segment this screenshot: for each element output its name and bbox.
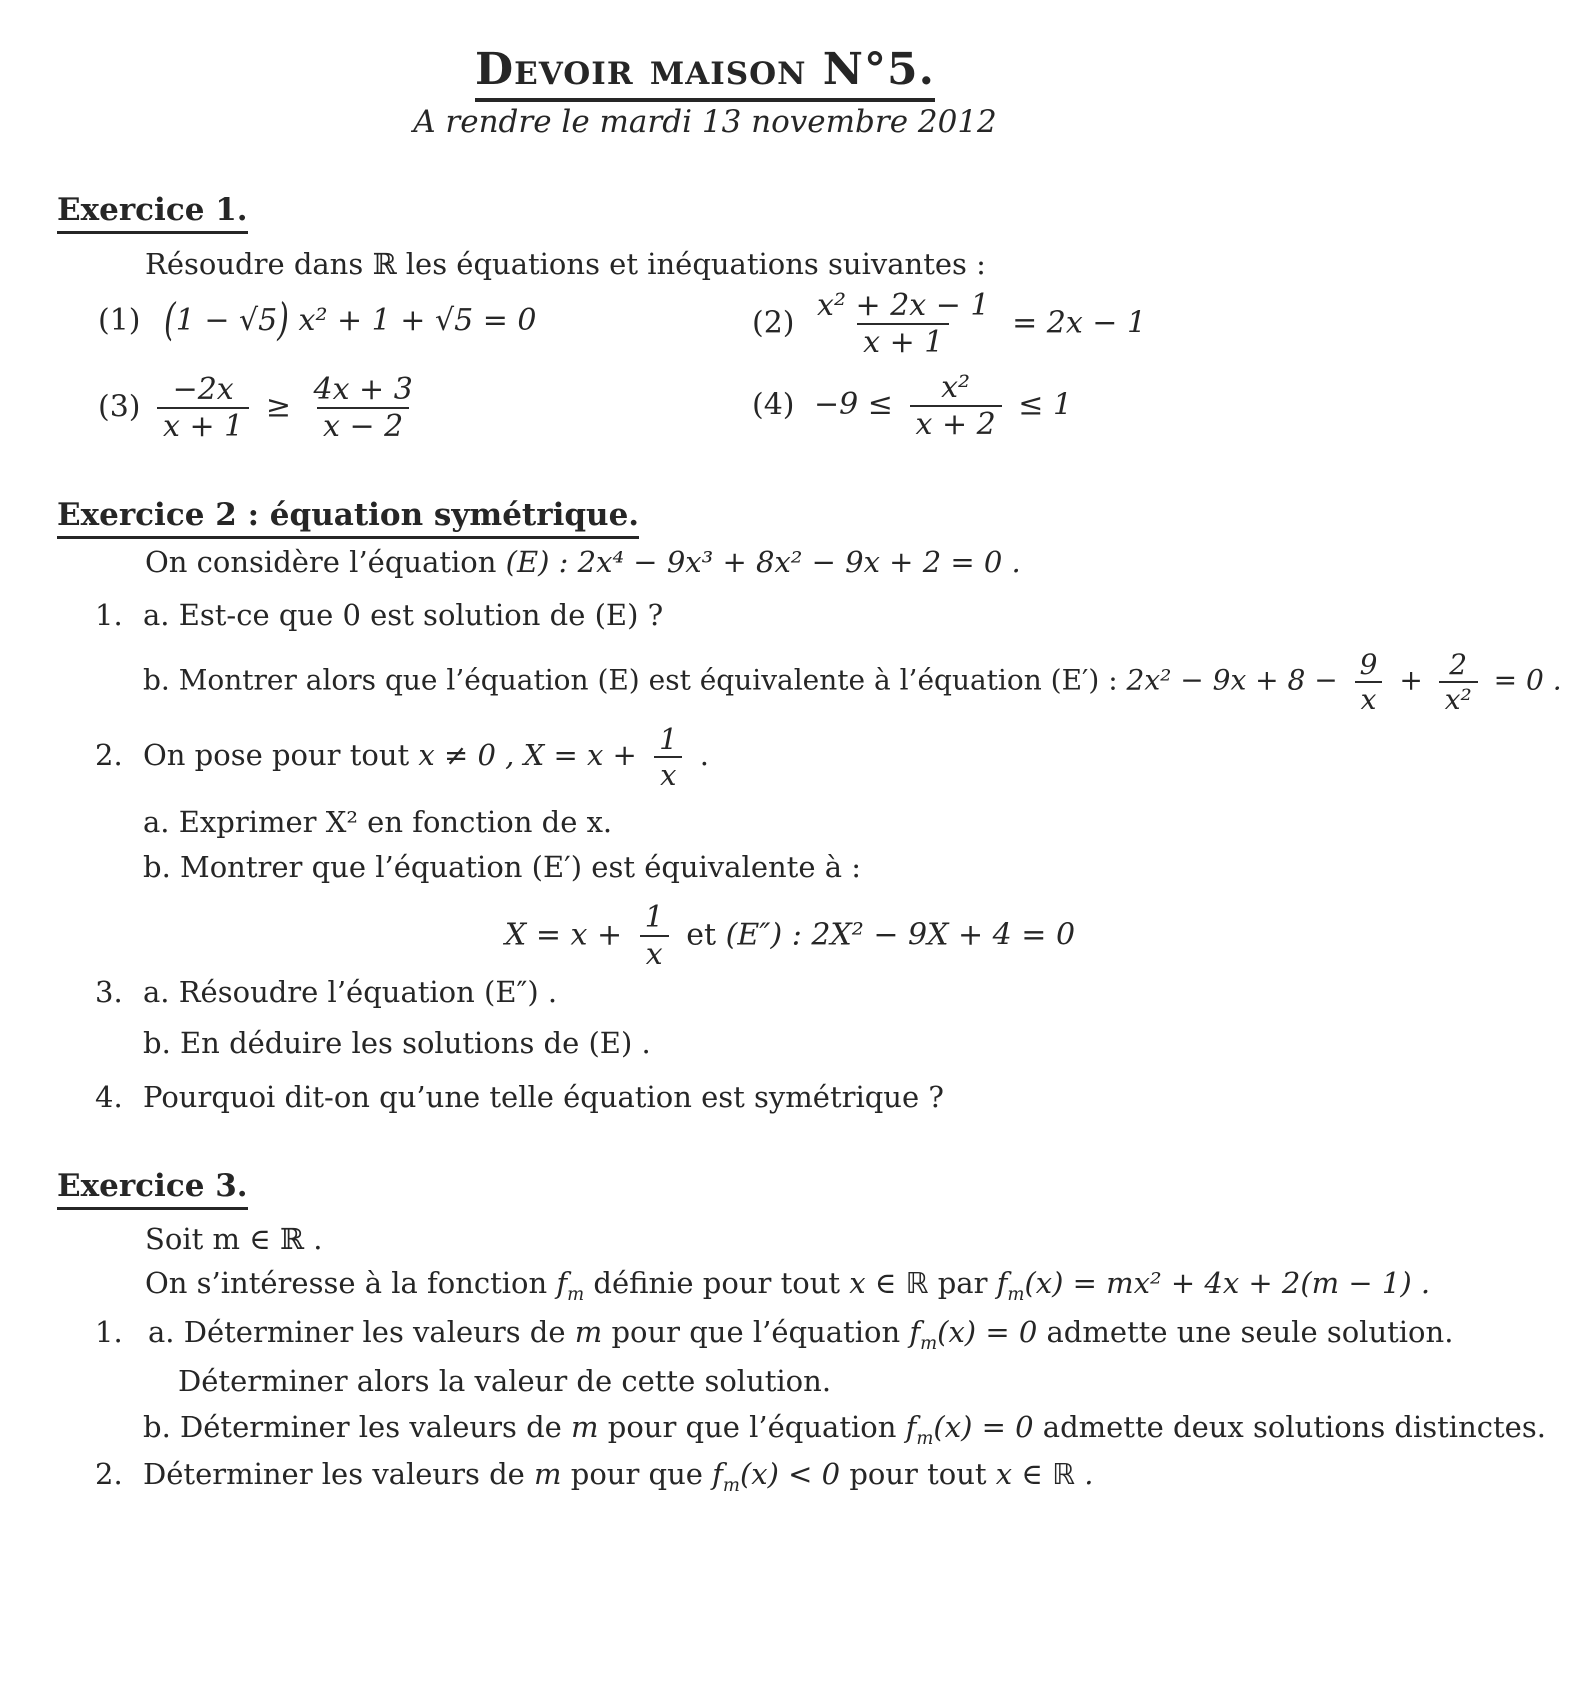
exercise1-intro <box>145 247 986 281</box>
close-paren: ) <box>277 295 289 346</box>
substitution-definition: x ≠ 0 , X = x + <box>418 738 637 773</box>
question-text: Déterminer alors la valeur de cette solution. <box>178 1364 832 1398</box>
exercise3-line2 <box>145 1266 1431 1305</box>
question-text: a. Déterminer les valeurs de <box>148 1315 575 1349</box>
item-number: 2. <box>95 1457 123 1491</box>
equation-E-prime-rhs: = 0 . <box>1493 663 1562 697</box>
question-text: a. Est-ce que 0 est solution de (E) ? <box>143 598 664 632</box>
fraction-numerator: 9 <box>1359 648 1378 681</box>
fraction-denominator: x <box>1355 681 1383 716</box>
subscript-m: m <box>1007 1283 1025 1305</box>
exercise3-question1a <box>95 1315 1454 1354</box>
equation-1-paren-content: 1 − √5 <box>175 303 278 338</box>
question-text: admette une seule solution. <box>1037 1315 1454 1349</box>
fraction-denominator: x + 1 <box>857 323 949 360</box>
fraction-denominator: x <box>654 756 682 792</box>
question-text: pour que <box>561 1457 713 1491</box>
statement-text: On s’intéresse à la fonction <box>145 1266 557 1300</box>
fraction-numerator: 2 <box>1449 648 1468 681</box>
plus-sign: + <box>1399 663 1423 697</box>
fraction <box>308 372 419 445</box>
equation-fmx-zero: (x) = 0 <box>937 1315 1038 1349</box>
equation-1-rest: x² + 1 + √5 = 0 <box>298 303 537 338</box>
equation-3 <box>98 372 426 445</box>
subscript-m: m <box>567 1283 585 1305</box>
exercise1-heading: Exercice 1. <box>57 192 248 234</box>
item-number: 2. <box>95 738 123 773</box>
equation-4-left: −9 ≤ <box>814 387 893 423</box>
statement-text: par <box>928 1266 997 1300</box>
equation-fmx-zero: (x) = 0 <box>933 1410 1034 1444</box>
fraction <box>1439 648 1478 716</box>
fraction <box>1354 648 1384 716</box>
variable-m: m <box>571 1410 599 1444</box>
x-in-R: x ∈ ℝ . <box>995 1457 1094 1491</box>
question-text: b. En déduire les solutions de (E) . <box>143 1026 651 1060</box>
question-text: pour que l’équation <box>602 1315 910 1349</box>
subscript-m: m <box>916 1427 934 1449</box>
fraction-denominator: x − 2 <box>317 407 409 444</box>
question-text: On pose pour tout <box>143 738 419 773</box>
exercise3-line1 <box>145 1222 322 1256</box>
exercise2-heading: Exercice 2 : équation symétrique. <box>57 497 639 539</box>
fraction-denominator: x <box>640 935 669 972</box>
question-text: pour tout <box>840 1457 996 1491</box>
question-text: a. Exprimer X² en fonction de x. <box>143 805 613 839</box>
function-f: f <box>996 1266 1008 1300</box>
question-text: Déterminer les valeurs de <box>143 1457 535 1491</box>
exercise1-intro-text: Résoudre dans ℝ les équations et inéquations suivantes : <box>145 247 986 281</box>
variable-m: m <box>534 1457 562 1491</box>
item-number: 4. <box>95 1080 123 1114</box>
fraction-numerator: x² <box>941 370 971 405</box>
equation-4-label: (4) <box>752 387 795 423</box>
exercise2-question2 <box>95 722 709 792</box>
question-text: a. Résoudre l’équation (E″) . <box>143 975 558 1009</box>
statement-text: Soit m ∈ ℝ . <box>145 1222 323 1256</box>
open-paren: ( <box>164 295 176 346</box>
header-subtitle-row <box>0 104 1410 140</box>
fraction <box>653 722 683 792</box>
function-f: f <box>556 1266 568 1300</box>
variable-m: m <box>574 1315 603 1349</box>
question-text: b. Déterminer les valeurs de <box>143 1410 572 1444</box>
equation-4 <box>752 370 1072 443</box>
exercise2-question1a <box>95 598 663 632</box>
equation-E-prime-lhs: 2x² − 9x + 8 − <box>1126 663 1338 697</box>
fraction <box>639 900 670 973</box>
exercise3-question2 <box>95 1457 1094 1496</box>
exercise3-heading: Exercice 3. <box>57 1168 248 1210</box>
equation-1 <box>98 295 537 346</box>
fraction-numerator: 1 <box>644 900 664 935</box>
fraction-numerator: 4x + 3 <box>313 372 413 407</box>
exercise3-question1b <box>143 1410 1546 1449</box>
due-date-subtitle: A rendre le mardi 13 novembre 2012 <box>413 104 997 140</box>
statement-text: définie pour tout <box>584 1266 850 1300</box>
equation-1-label: (1) <box>98 303 141 338</box>
function-f: f <box>905 1410 917 1444</box>
exercise1-heading-row <box>57 192 248 234</box>
header <box>0 44 1410 102</box>
exercise2-centered-equation <box>0 900 1580 973</box>
inequality-sign: ≥ <box>265 389 291 425</box>
exercise2-heading-row <box>57 497 639 539</box>
fraction <box>811 288 995 361</box>
inequality-fmx-negative: (x) < 0 <box>739 1457 841 1491</box>
equation-E-definition: (E) : 2x⁴ − 9x³ + 8x² − 9x + 2 = 0 . <box>505 545 1021 579</box>
equation-2-rhs: = 2x − 1 <box>1012 305 1147 341</box>
question-text: Pourquoi dit-on qu’une telle équation est symétrique ? <box>143 1080 944 1114</box>
item-number: 1. <box>95 598 123 632</box>
fraction-numerator: 1 <box>659 722 678 756</box>
equation-2 <box>752 288 1146 361</box>
exercise2-intro <box>145 545 1021 579</box>
centered-equation-lhs: X = x + <box>504 917 623 953</box>
equation-4-right: ≤ 1 <box>1018 387 1073 423</box>
fraction-denominator: x + 2 <box>910 405 1002 442</box>
question-text: admette deux solutions distinctes. <box>1033 1410 1546 1444</box>
exercise3-question1a-line2 <box>178 1364 831 1398</box>
function-f: f <box>909 1315 921 1349</box>
question-text: pour que l’équation <box>598 1410 906 1444</box>
exercise2-question2b <box>143 850 861 884</box>
exercise2-question4 <box>95 1080 944 1114</box>
x-in-R: x ∈ ℝ <box>849 1266 929 1300</box>
subscript-m: m <box>722 1474 740 1496</box>
period: . <box>699 738 709 773</box>
exercise2-question1b <box>143 648 1562 716</box>
fraction-numerator: x² + 2x − 1 <box>817 288 990 323</box>
function-formula: (x) = mx² + 4x + 2(m − 1) . <box>1024 1266 1431 1300</box>
exercise2-question3b <box>143 1026 651 1060</box>
item-number: 3. <box>95 975 123 1009</box>
equation-E-double-prime: (E″) : 2X² − 9X + 4 = 0 <box>725 917 1076 953</box>
exercise2-intro-text: On considère l’équation <box>145 545 506 579</box>
equation-3-label: (3) <box>98 389 141 425</box>
exercise2-question2a <box>143 805 612 839</box>
equation-2-label: (2) <box>752 305 795 341</box>
question-text: b. Montrer que l’équation (E′) est équivalente à : <box>143 850 861 884</box>
exercise2-question3a <box>95 975 557 1009</box>
page-title: Devoir maison N°5. <box>475 44 935 102</box>
item-number: 1. <box>95 1315 123 1349</box>
fraction <box>910 370 1002 443</box>
fraction <box>157 372 249 445</box>
function-f: f <box>712 1457 723 1491</box>
exercise3-heading-row <box>57 1168 248 1210</box>
fraction-denominator: x + 1 <box>157 407 249 444</box>
fraction-numerator: −2x <box>172 372 234 407</box>
question-text: b. Montrer alors que l’équation (E) est équivalente à l’équation (E′) : <box>143 663 1127 697</box>
conjunction-et: et <box>686 917 726 953</box>
fraction-denominator: x² <box>1439 681 1478 716</box>
subscript-m: m <box>920 1332 938 1354</box>
